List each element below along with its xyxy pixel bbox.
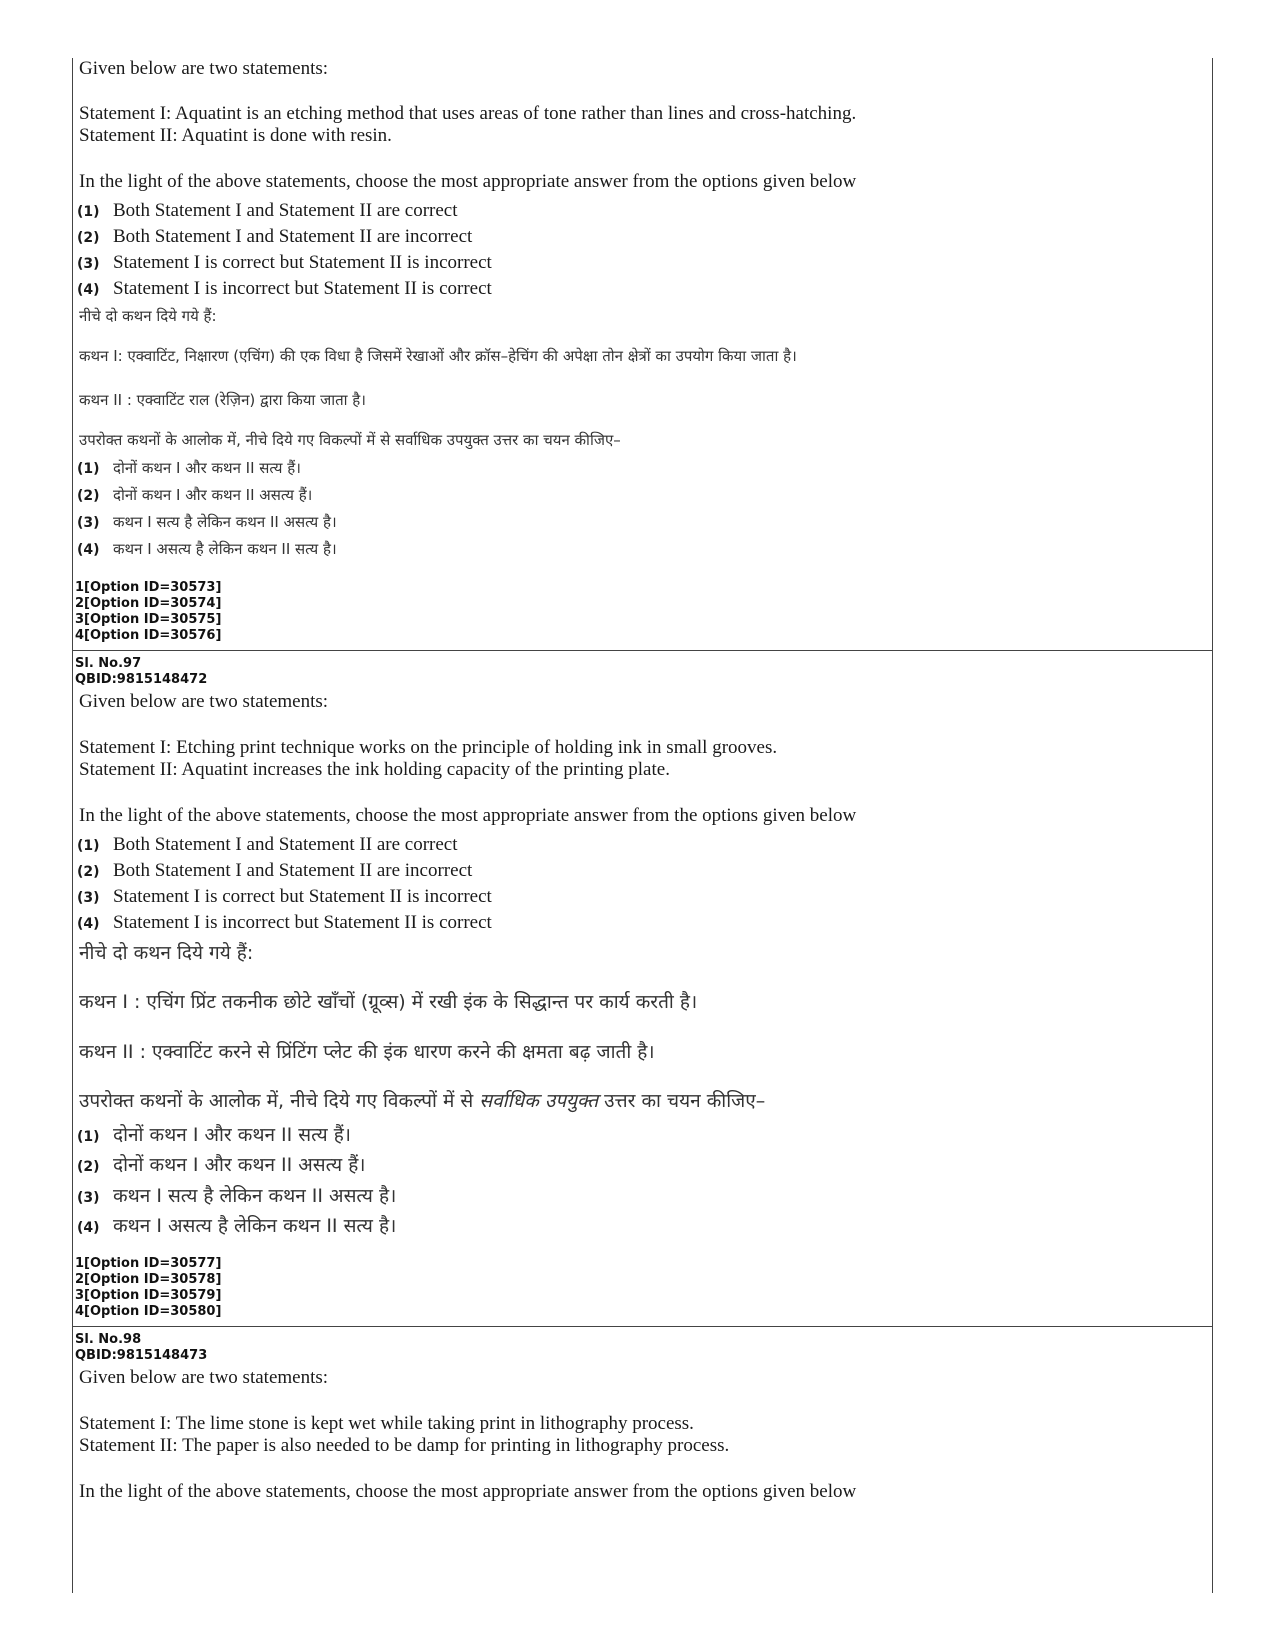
option-number: (2) [77, 230, 100, 246]
serial-number: Sl. No.98 [75, 1332, 142, 1347]
option-id-list [75, 580, 221, 644]
option-text: दोनों कथन I और कथन II असत्य हैं। [113, 486, 313, 504]
option-text: Both Statement I and Statement II are incorrect [113, 860, 473, 881]
option-id: 1[Option ID=30577] [75, 1256, 222, 1271]
question-divider [73, 650, 1212, 651]
option-3 [77, 886, 492, 908]
option-number: (3) [77, 515, 100, 531]
option-id: 1[Option ID=30573] [75, 580, 222, 595]
option-text: दोनों कथन I और कथन II सत्य हैं। [113, 1124, 351, 1146]
option-text: Statement I is incorrect but Statement II is correct [113, 278, 492, 299]
hindi-option-4 [77, 539, 337, 559]
option-4 [77, 912, 492, 934]
option-number: (3) [77, 890, 100, 906]
option-number: (2) [77, 864, 100, 880]
option-number: (4) [77, 282, 100, 298]
hindi-statement-2: कथन II : एक्वाटिंट करने से प्रिंटिंग प्लेट की इंक धारण करने की क्षमता बढ़ जाती है। [79, 1041, 655, 1063]
option-2 [77, 860, 472, 882]
hindi-option-1 [77, 458, 301, 478]
option-id: 2[Option ID=30578] [75, 1272, 222, 1287]
hindi-intro: नीचे दो कथन दिये गये हैं: [79, 942, 254, 964]
statement-2: Statement II: Aquatint increases the ink holding capacity of the printing plate. [79, 759, 670, 780]
hindi-option-3 [77, 1182, 396, 1208]
option-id: 4[Option ID=30580] [75, 1304, 222, 1319]
hindi-statement-1: कथन I: एक्वाटिंट, निक्षारण (एचिंग) की एक विधा है जिसमें रेखाओं और क्रॉस–हेचिंग की अपेक्षा तोन क्षेत्रों का उपयोग किया जाता है। [79, 347, 797, 365]
option-number: (2) [77, 488, 100, 504]
question-intro: Given below are two statements: [79, 691, 329, 712]
option-text: Statement I is correct but Statement II is incorrect [113, 886, 492, 907]
option-id-list [75, 1256, 221, 1320]
option-2 [77, 226, 472, 248]
question-intro: Given below are two statements: [79, 58, 329, 79]
option-text: कथन I असत्य है लेकिन कथन II सत्य है। [113, 1215, 397, 1237]
option-number: (3) [77, 256, 100, 272]
option-3 [77, 252, 492, 274]
statement-2: Statement II: Aquatint is done with resin. [79, 125, 392, 146]
option-number: (2) [77, 1159, 100, 1175]
option-id: 3[Option ID=30575] [75, 612, 222, 627]
option-number: (4) [77, 916, 100, 932]
option-text: Both Statement I and Statement II are incorrect [113, 226, 473, 247]
option-text: Statement I is correct but Statement II is incorrect [113, 252, 492, 273]
hindi-instruction [79, 1087, 765, 1113]
instruction: In the light of the above statements, choose the most appropriate answer from the options given below [79, 1481, 857, 1502]
hindi-option-4 [77, 1212, 396, 1238]
option-number: (4) [77, 542, 100, 558]
option-text: Statement I is incorrect but Statement II is correct [113, 912, 492, 933]
option-number: (1) [77, 204, 100, 220]
hindi-instruction: उपरोक्त कथनों के आलोक में, नीचे दिये गए विकल्पों में से सर्वाधिक उपयुक्त उत्तर का चयन कीजिए– [79, 431, 621, 449]
hindi-statement-1: कथन I : एचिंग प्रिंट तकनीक छोटे खाँचों (ग्रूव्स) में रखी इंक के सिद्धान्त पर कार्य करती है। [79, 991, 698, 1013]
option-text: Both Statement I and Statement II are correct [113, 200, 458, 221]
statement-1: Statement I: Aquatint is an etching method that uses areas of tone rather than lines and cross-hatching. [79, 103, 857, 124]
option-number: (1) [77, 461, 100, 477]
option-number: (4) [77, 1220, 100, 1236]
option-number: (1) [77, 838, 100, 854]
question-bank-id: QBID:9815148473 [75, 1348, 208, 1363]
statement-1: Statement I: Etching print technique works on the principle of holding ink in small grooves. [79, 737, 778, 758]
instruction-part: उपरोक्त कथनों के आलोक में, नीचे दिये गए विकल्पों में से [79, 1090, 480, 1112]
option-text: Both Statement I and Statement II are correct [113, 834, 458, 855]
option-1 [77, 834, 458, 856]
question-intro: Given below are two statements: [79, 1367, 329, 1388]
option-number: (3) [77, 1190, 100, 1206]
statement-1: Statement I: The lime stone is kept wet while taking print in lithography process. [79, 1413, 694, 1434]
hindi-option-2 [77, 1151, 366, 1177]
option-number: (1) [77, 1129, 100, 1145]
instruction: In the light of the above statements, choose the most appropriate answer from the options given below [79, 171, 857, 192]
option-id: 3[Option ID=30579] [75, 1288, 222, 1303]
hindi-option-2 [77, 485, 312, 505]
option-text: कथन I सत्य है लेकिन कथन II असत्य है। [113, 1185, 397, 1207]
instruction-part: उत्तर का चयन कीजिए– [598, 1090, 766, 1112]
option-1 [77, 200, 458, 222]
option-text: दोनों कथन I और कथन II असत्य हैं। [113, 1154, 366, 1176]
option-id: 2[Option ID=30574] [75, 596, 222, 611]
statement-2: Statement II: The paper is also needed to be damp for printing in lithography process. [79, 1435, 730, 1456]
question-divider [73, 1326, 1212, 1327]
hindi-intro: नीचे दो कथन दिये गये हैं: [79, 307, 217, 325]
question-paper-frame [72, 58, 1213, 1593]
hindi-option-3 [77, 512, 337, 532]
instruction-emphasis: सर्वाधिक उपयुक्त [479, 1090, 599, 1112]
hindi-statement-2: कथन II : एक्वाटिंट राल (रेज़िन) द्वारा किया जाता है। [79, 391, 366, 409]
question-bank-id: QBID:9815148472 [75, 672, 208, 687]
option-text: कथन I असत्य है लेकिन कथन II सत्य है। [113, 540, 337, 558]
option-text: कथन I सत्य है लेकिन कथन II असत्य है। [113, 513, 337, 531]
serial-number: Sl. No.97 [75, 656, 142, 671]
instruction: In the light of the above statements, choose the most appropriate answer from the options given below [79, 805, 857, 826]
option-id: 4[Option ID=30576] [75, 628, 222, 643]
option-text: दोनों कथन I और कथन II सत्य हैं। [113, 459, 301, 477]
option-4 [77, 278, 492, 300]
hindi-option-1 [77, 1121, 351, 1147]
